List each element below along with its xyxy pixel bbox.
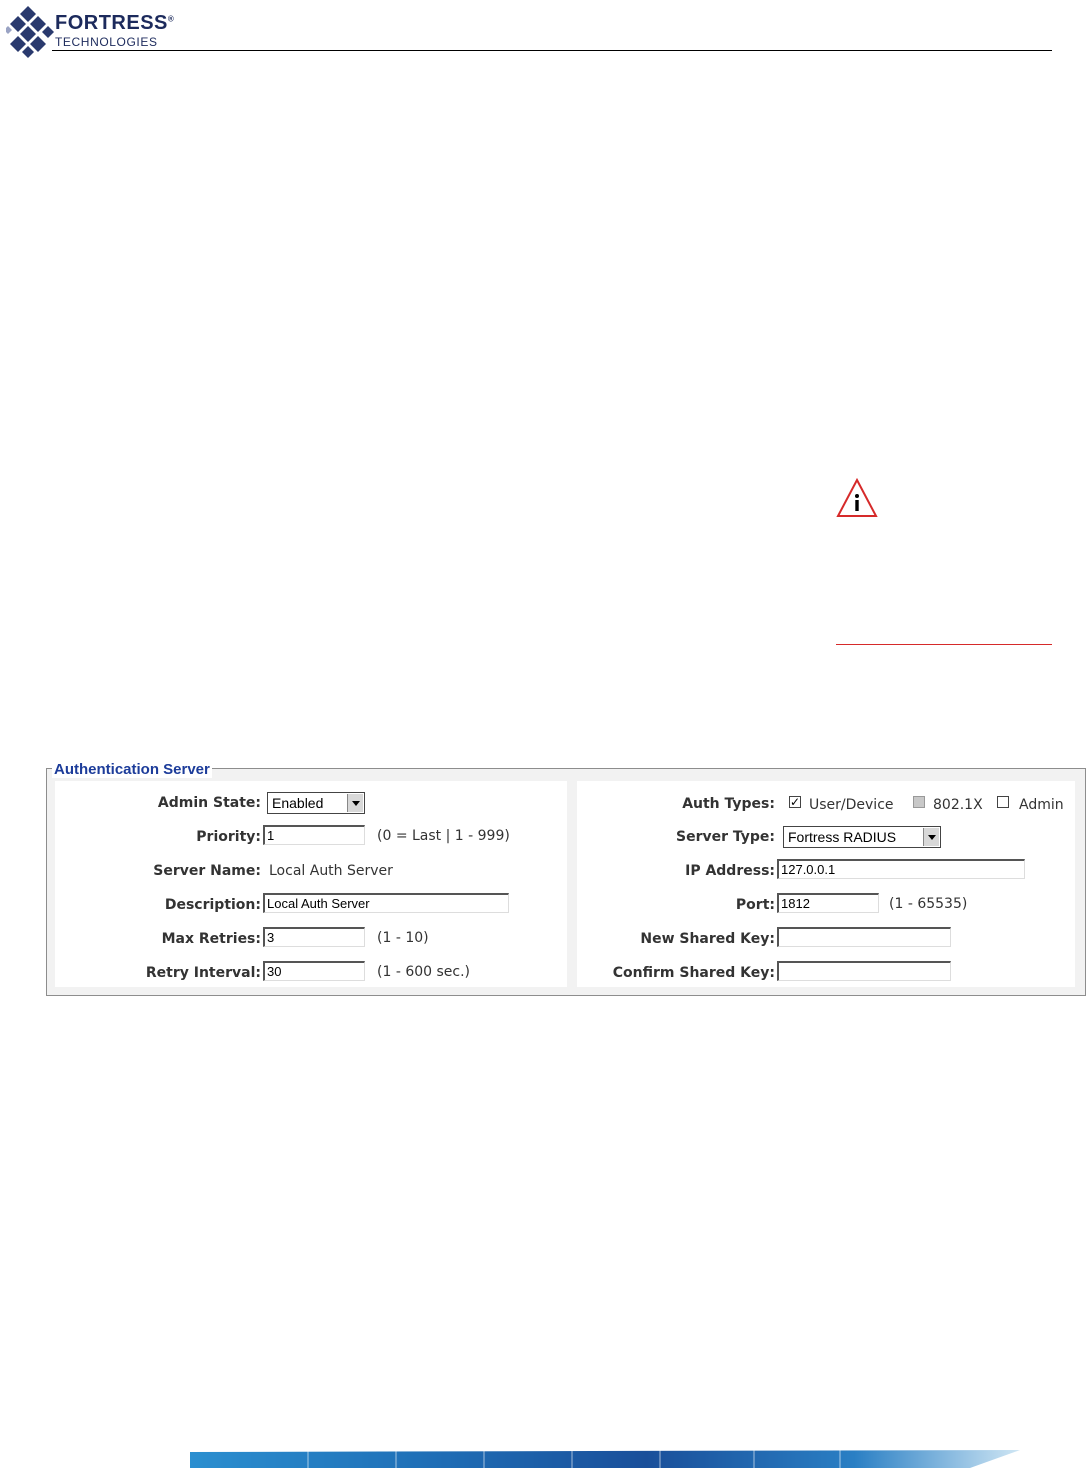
description-input[interactable]: Local Auth Server xyxy=(263,893,509,913)
brand-name: FORTRESS® xyxy=(55,12,175,34)
retry-interval-input[interactable]: 30 xyxy=(263,961,365,981)
panel-body xyxy=(55,781,1075,987)
priority-input[interactable]: 1 xyxy=(263,825,365,845)
auth-type-8021x-checkbox[interactable] xyxy=(913,796,925,808)
server-type-select[interactable] xyxy=(783,826,941,848)
caution-triangle-icon xyxy=(836,478,878,518)
server-name-value: Local Auth Server xyxy=(269,863,393,879)
ip-address-input[interactable]: 127.0.0.1 xyxy=(777,859,1025,879)
confirm-shared-key-input[interactable] xyxy=(777,961,951,981)
port-input[interactable]: 1812 xyxy=(777,893,879,913)
server-type-label: Server Type: xyxy=(675,829,775,845)
column-divider xyxy=(567,781,577,987)
footer-gradient-bar xyxy=(190,1450,1020,1468)
chevron-down-icon[interactable] xyxy=(347,794,363,812)
admin-state-value: Enabled xyxy=(272,795,324,811)
auth-types-label: Auth Types: xyxy=(682,796,775,812)
auth-type-admin-checkbox[interactable] xyxy=(997,796,1009,808)
server-name-label: Server Name: xyxy=(153,863,261,879)
port-hint: (1 - 65535) xyxy=(889,896,968,912)
brand-subtitle: TECHNOLOGIES xyxy=(55,35,158,49)
server-type-value: Fortress RADIUS xyxy=(788,829,897,845)
auth-type-admin-label: Admin xyxy=(1019,797,1064,813)
caution-rule xyxy=(836,644,1052,645)
port-label: Port: xyxy=(735,897,775,913)
retry-interval-label: Retry Interval: xyxy=(145,965,261,981)
max-retries-input[interactable]: 3 xyxy=(263,927,365,947)
new-shared-key-input[interactable] xyxy=(777,927,951,947)
auth-type-8021x-label: 802.1X xyxy=(933,797,983,813)
fortress-diamond-logo-icon xyxy=(6,4,56,60)
new-shared-key-label: New Shared Key: xyxy=(640,931,775,947)
chevron-down-icon[interactable] xyxy=(923,828,939,846)
max-retries-hint: (1 - 10) xyxy=(377,930,429,946)
priority-hint: (0 = Last | 1 - 999) xyxy=(377,828,510,844)
auth-type-user-device-label: User/Device xyxy=(809,797,894,813)
priority-label: Priority: xyxy=(196,829,261,845)
header-rule xyxy=(52,50,1052,51)
admin-state-label: Admin State: xyxy=(157,795,261,811)
description-label: Description: xyxy=(164,897,261,913)
ip-address-label: IP Address: xyxy=(685,863,775,879)
auth-type-user-device-checkbox[interactable]: ✓ xyxy=(790,795,801,809)
authentication-server-panel xyxy=(46,768,1086,996)
admin-state-select[interactable] xyxy=(267,792,365,814)
fortress-logo xyxy=(6,4,176,60)
max-retries-label: Max Retries: xyxy=(161,931,261,947)
confirm-shared-key-label: Confirm Shared Key: xyxy=(612,965,775,981)
retry-interval-hint: (1 - 600 sec.) xyxy=(377,964,471,980)
panel-title: Authentication Server xyxy=(54,761,210,778)
